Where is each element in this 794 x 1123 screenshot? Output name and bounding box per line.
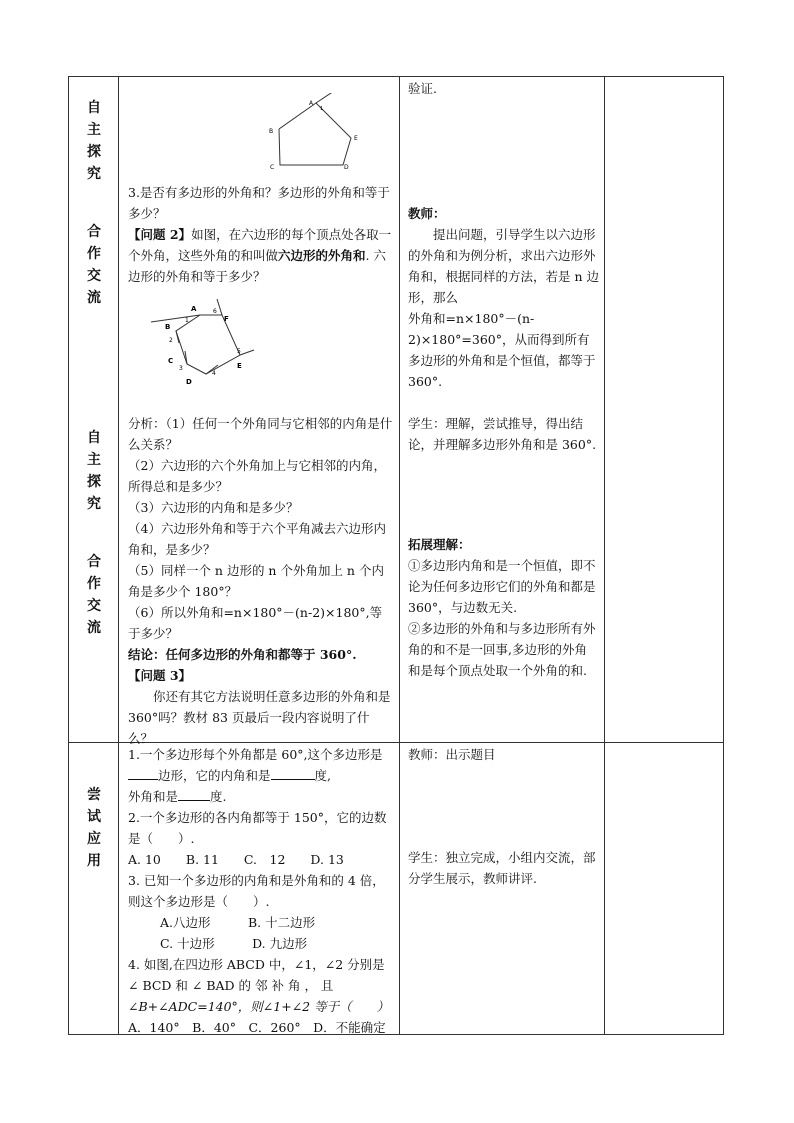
svg-text:A: A xyxy=(309,100,314,107)
svg-text:C: C xyxy=(270,164,275,171)
svg-text:6: 6 xyxy=(213,308,217,315)
teacher-guidance: 教师： 提出问题，引导学生以六边形的外角和为例分析，求出六边形外角和，根据同样的方法，若是 n 边形，那么 外角和=n×180°－(n-2)×180°=360°，从而得到所有多边形的外角和是个恒值，都等于 360°. xyxy=(408,206,599,389)
pentagon-figure xyxy=(264,93,374,188)
student-activity-row2: 学生：独立完成，小组内交流，部分学生展示，教师讲评. xyxy=(408,850,596,886)
conclusion-text: 结论：任何多边形的外角和都等于 360°. xyxy=(128,647,357,662)
question-3-text: 3.是否有多边形的外角和？多边形的外角和等于多少？ 【问题 2】如图，在六边形的每个顶点处各取一个外角，这些外角的和叫做六边形的外角和. 六边形的外角和等于多少？ xyxy=(128,185,392,284)
column-divider xyxy=(118,77,119,1034)
svg-text:4: 4 xyxy=(212,370,216,377)
stage-label-explore-2: 自 主 探 究 xyxy=(87,430,101,512)
svg-text:2: 2 xyxy=(169,337,173,344)
svg-text:B: B xyxy=(269,128,274,135)
stage-label-cooperate-1: 合 作 交 流 xyxy=(87,224,101,306)
svg-text:5: 5 xyxy=(237,348,241,355)
svg-text:D: D xyxy=(344,164,349,171)
svg-text:D: D xyxy=(186,378,192,386)
column-divider xyxy=(604,77,605,1034)
teacher-activity-row2: 教师：出示题目 xyxy=(408,747,496,762)
svg-text:B: B xyxy=(165,323,171,331)
svg-text:A: A xyxy=(191,305,197,313)
stage-label-cooperate-2: 合 作 交 流 xyxy=(87,554,101,636)
svg-text:F: F xyxy=(224,315,229,323)
svg-text:E: E xyxy=(237,362,242,370)
column-divider xyxy=(399,77,400,1034)
student-activity-row1: 学生：理解，尝试推导，得出结论，并理解多边形外角和是 360°. xyxy=(408,416,597,452)
stage-label-explore-1: 自 主 探 究 xyxy=(87,100,101,182)
svg-text:E: E xyxy=(354,135,358,142)
stage-label-apply: 尝 试 应 用 xyxy=(87,787,101,869)
svg-text:C: C xyxy=(168,357,174,365)
analysis-block: 分析：（1）任何一个外角同与它相邻的内角是什么关系？ （2）六边形的六个外角加上与它相邻的内角，所得总和是多少？ （3）六边形的内角和是多少？ （4）六边形外角和等于六个平角减去六边形内角和，是多少？ （5）同样一个 n 边形的 n 个外角加上 n 个内角是多少个 180°？ （6）所以外角和=n×180°－(n-2)×180°,等于多少？ 结论：任何多边形的外角和都等于 360°. 【问题 3】 你还有其它方法说明任意多边形的外角和是 360°吗？教材 83 页最后一段内容说明了什么？ xyxy=(128,416,393,746)
extension-understanding: 拓展理解： ①多边形内角和是一个恒值，即不论为任何多边形它们的外角和都是 360°，与边数无关. ②多边形的外角和与多边形所有外角的和不是一回事,多边形的外角和是每个顶点处取一个外角的和. xyxy=(408,537,596,678)
svg-text:1: 1 xyxy=(320,106,324,112)
lesson-table xyxy=(68,76,724,1035)
teacher-activity-row1: 验证. xyxy=(408,81,437,96)
exercise-block: 1.一个多边形每个外角都是 60°,这个多边形是边形，它的内角和是 度, 外角和是 度. 2.一个多边形的各内角都等于 150°，它的边数是（ ）. A. 10 B. 11 C. 12 D. 13 3. 已知一个多边形的内角和是外角和的 4 倍，则这个多边形是（ ）. A.八边形 B. 十二边形 C. 十边形 D. 九边形 4. 如图,在四边形 ABCD 中，∠1，∠2 分别是 ∠ BCD 和 ∠ BAD 的 邻 补 角 ， 且 ∠B+∠ADC=140°，则∠1+∠2 等于（ ） A．140° B．40° C．260° D．不能确定 xyxy=(128,747,390,1035)
svg-text:1: 1 xyxy=(185,317,189,324)
svg-text:3: 3 xyxy=(179,365,183,372)
hexagon-figure xyxy=(151,299,261,399)
